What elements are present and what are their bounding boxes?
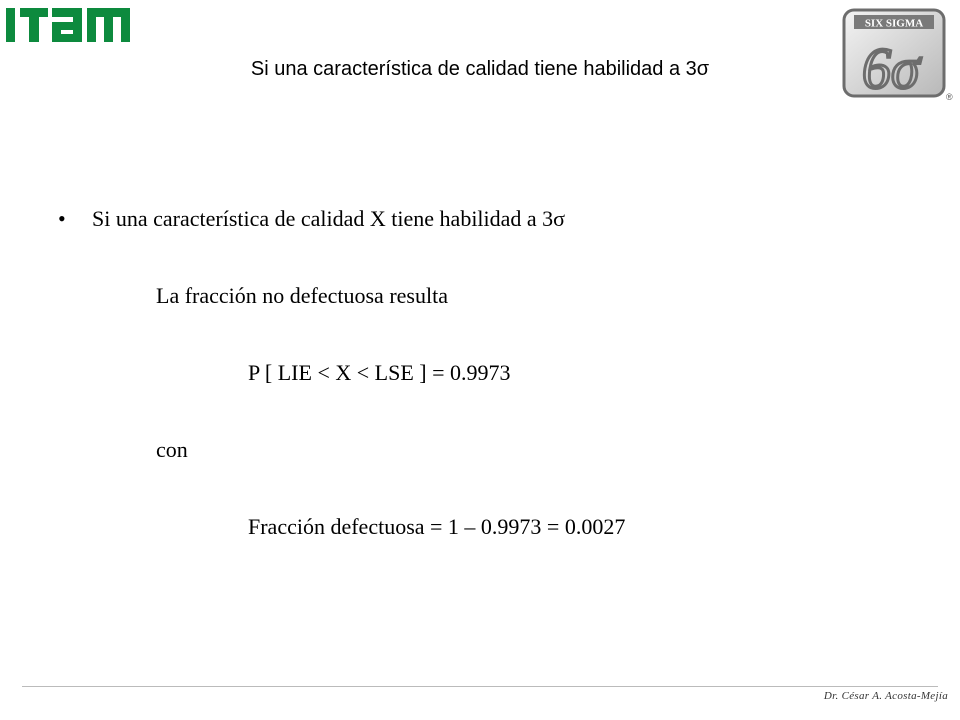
registered-mark: ® — [946, 92, 953, 102]
non-defective-fraction-text: La fracción no defectuosa resulta — [156, 283, 448, 308]
footer-author: Dr. César A. Acosta-Mejía — [823, 690, 948, 702]
slide-header-title: Si una característica de calidad tiene habilidad a 3σ — [250, 58, 710, 80]
connector-text: con — [156, 437, 188, 462]
itam-logo — [6, 6, 132, 44]
six-sigma-mark: 6σ — [862, 36, 920, 101]
bullet-item — [58, 206, 565, 232]
defective-fraction-equation: Fracción defectuosa = 1 – 0.9973 = 0.0027 — [248, 514, 626, 539]
six-sigma-banner: SIX SIGMA — [864, 17, 924, 30]
bullet-symbol: • — [58, 206, 66, 231]
footer-divider — [22, 686, 938, 687]
bullet-text: Si una característica de calidad X tiene habilidad a 3σ — [92, 206, 566, 231]
six-sigma-logo — [840, 6, 954, 102]
probability-equation: P [ LIE < X < LSE ] = 0.9973 — [248, 360, 511, 385]
